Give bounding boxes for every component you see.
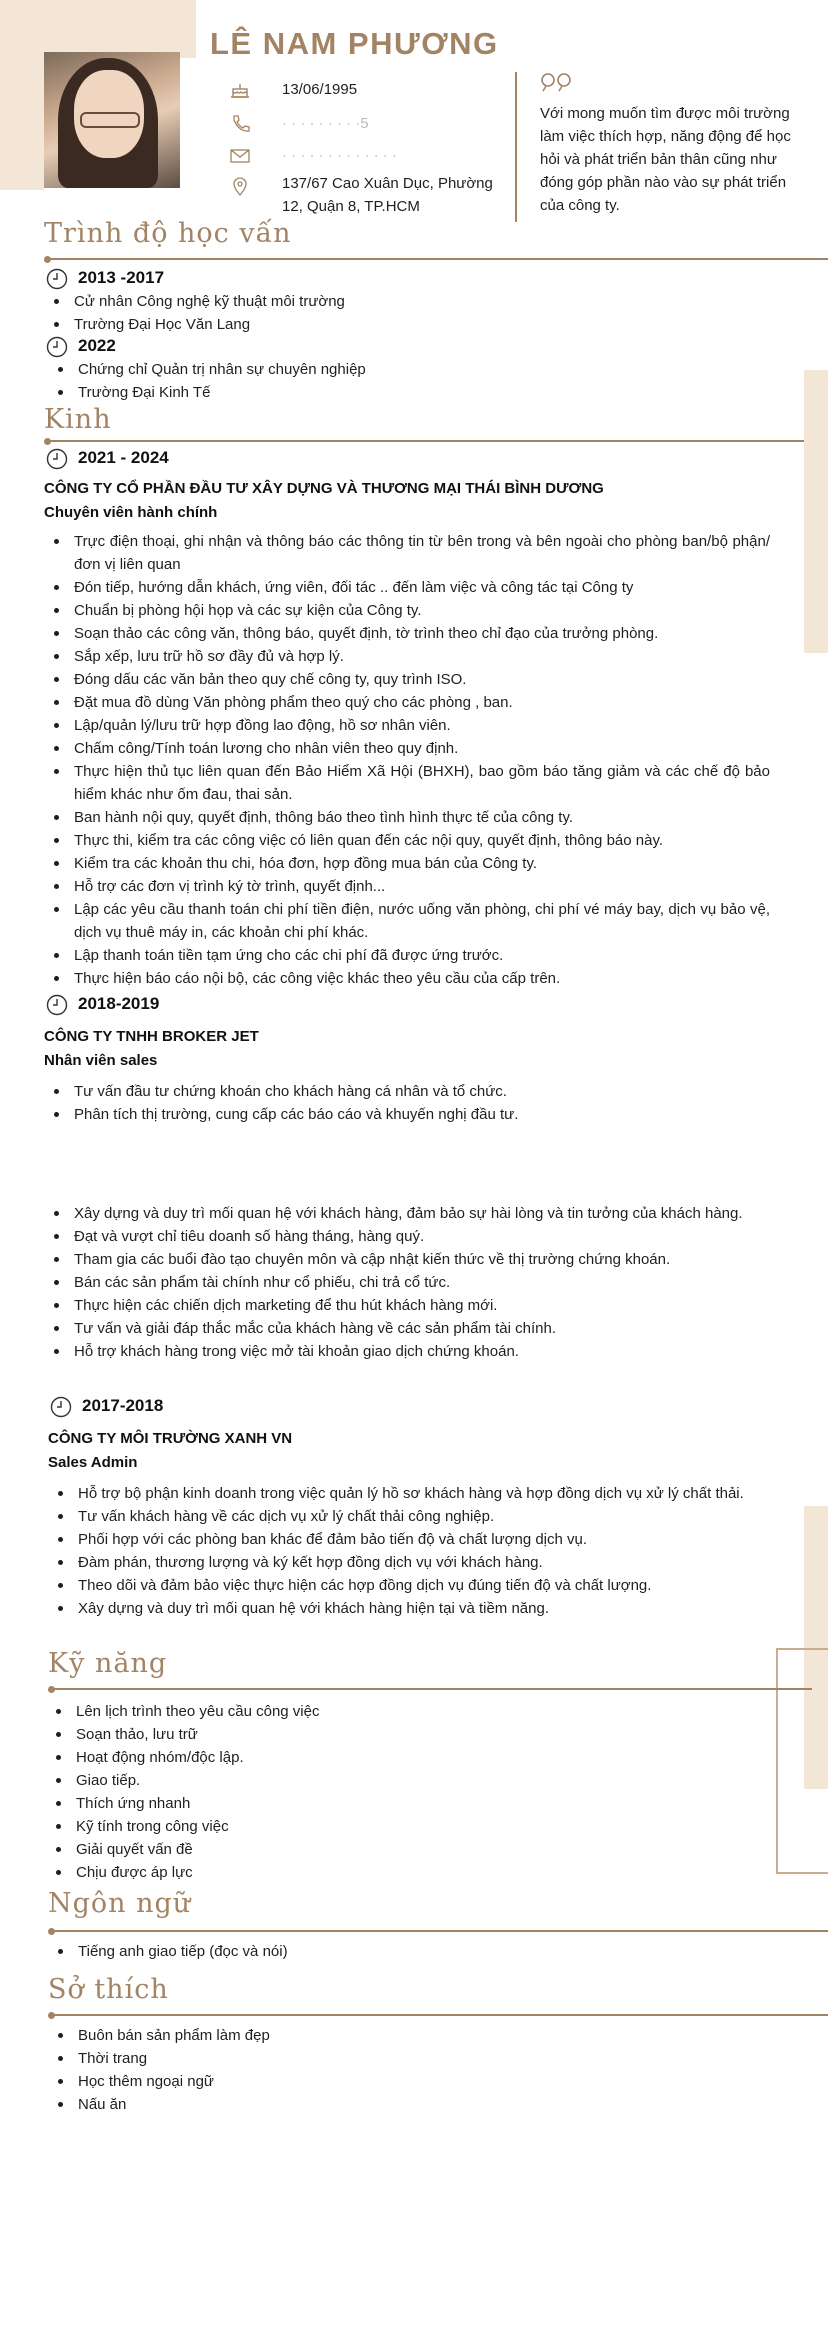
list-item: Hỗ trợ khách hàng trong việc mở tài khoản giao dịch chứng khoán. [50, 1340, 770, 1363]
list-item: Bán các sản phẩm tài chính như cổ phiếu, chi trả cổ tức. [50, 1271, 770, 1294]
decor-outline-right [776, 1648, 828, 1874]
list-item: Tiếng anh giao tiếp (đọc và nói) [54, 1940, 654, 1963]
list-item: Thực hiện thủ tục liên quan đến Bảo Hiểm Xã Hội (BHXH), bao gồm báo tăng giảm và các chế độ bảo hiểm khác như ốm đau, thai sản. [50, 760, 770, 806]
list-item: Thích ứng nhanh [52, 1792, 652, 1815]
list-item: Kiểm tra các khoản thu chi, hóa đơn, hợp đồng mua bán của Công ty. [50, 852, 770, 875]
list-item: Phân tích thị trường, cung cấp các báo cáo và khuyến nghị đầu tư. [50, 1103, 770, 1126]
hobbies-list [54, 2024, 654, 2116]
list-item: Hỗ trợ bộ phận kinh doanh trong việc quản lý hồ sơ khách hàng và hợp đồng dịch vụ xử lý chất thải. [54, 1482, 774, 1505]
list-item: Đàm phán, thương lượng và ký kết hợp đồng dịch vụ với khách hàng. [54, 1551, 774, 1574]
quote-icon [540, 72, 574, 92]
job-duties [54, 1482, 774, 1620]
job-company: CÔNG TY CỔ PHẦN ĐẦU TƯ XÂY DỰNG VÀ THƯƠNG MẠI THÁI BÌNH DƯƠNG [44, 480, 604, 497]
phone-text[interactable]: · · · · · · · · ·5 [282, 115, 369, 132]
list-item: Nấu ăn [54, 2093, 654, 2116]
list-item: Theo dõi và đảm bảo việc thực hiện các hợp đồng dịch vụ đúng tiến độ và chất lượng. [54, 1574, 774, 1597]
list-item: Cử nhân Công nghệ kỹ thuật môi trường [50, 290, 650, 313]
list-item: Xây dựng và duy trì mối quan hệ với khách hàng hiện tại và tiềm năng. [54, 1597, 774, 1620]
clock-icon [46, 268, 68, 290]
job-role: Sales Admin [48, 1454, 138, 1471]
list-item: Kỹ tính trong công việc [52, 1815, 652, 1838]
clock-icon [46, 994, 68, 1016]
section-rule-skills [52, 1688, 812, 1690]
job-role: Chuyên viên hành chính [44, 504, 218, 521]
header-divider [515, 72, 517, 222]
job-role: Nhân viên sales [44, 1052, 158, 1069]
list-item: Giải quyết vấn đề [52, 1838, 652, 1861]
list-item: Soạn thảo các công văn, thông báo, quyết định, tờ trình theo chỉ đạo của trưởng phòng. [50, 622, 770, 645]
section-title-education: Trình độ học vấn [44, 218, 292, 249]
list-item: Chuẩn bị phòng hội họp và các sự kiện của Công ty. [50, 599, 770, 622]
clock-icon [46, 448, 68, 470]
mail-icon [230, 146, 250, 166]
job-year: 2018-2019 [78, 994, 160, 1013]
list-item: Lập/quản lý/lưu trữ hợp đồng lao động, hồ sơ nhân viên. [50, 714, 770, 737]
skills-list [52, 1700, 652, 1884]
section-title-experience: Kinh [44, 404, 112, 435]
list-item: Hỗ trợ các đơn vị trình ký tờ trình, quyết định... [50, 875, 770, 898]
job-duties [50, 1202, 770, 1363]
list-item: Thực thi, kiểm tra các công việc có liên quan đến các nội quy, quyết định, thông báo này. [50, 829, 770, 852]
list-item: Giao tiếp. [52, 1769, 652, 1792]
list-item: Tư vấn khách hàng về các dịch vụ xử lý chất thải công nghiệp. [54, 1505, 774, 1528]
list-item: Trường Đại Kinh Tế [54, 381, 654, 404]
phone-icon [230, 114, 250, 134]
list-item: Lên lịch trình theo yêu cầu công việc [52, 1700, 652, 1723]
list-item: Trường Đại Học Văn Lang [50, 313, 650, 336]
list-item: Lập các yêu cầu thanh toán chi phí tiền điện, nước uống văn phòng, chi phí vé máy bay, dịch vụ bảo vệ, dịch vụ thuê máy in, các khoản chi phí khác. [50, 898, 770, 944]
avatar [44, 52, 180, 188]
candidate-name: LÊ NAM PHƯƠNG [210, 26, 499, 61]
birthday-text: 13/06/1995 [282, 81, 358, 98]
list-item: Đặt mua đồ dùng Văn phòng phẩm theo quý cho các phòng , ban. [50, 691, 770, 714]
list-item: Thực hiện các chiến dịch marketing để thu hút khách hàng mới. [50, 1294, 770, 1317]
list-item: Tư vấn và giải đáp thắc mắc của khách hàng về các sản phẩm tài chính. [50, 1317, 770, 1340]
education-year: 2013 -2017 [78, 268, 165, 287]
list-item: Ban hành nội quy, quyết định, thông báo theo tình hình thực tế của công ty. [50, 806, 770, 829]
section-rule-languages [52, 1930, 828, 1932]
list-item: Chịu được áp lực [52, 1861, 652, 1884]
location-pin-icon [230, 176, 250, 196]
list-item: Đạt và vượt chỉ tiêu doanh số hàng tháng, hàng quý. [50, 1225, 770, 1248]
education-year: 2022 [78, 336, 116, 355]
list-item: Tham gia các buổi đào tạo chuyên môn và cập nhật kiến thức về thị trường chứng khoán. [50, 1248, 770, 1271]
list-item: Phối hợp với các phòng ban khác để đảm bảo tiến độ và chất lượng dịch vụ. [54, 1528, 774, 1551]
list-item: Chấm công/Tính toán lương cho nhân viên theo quy định. [50, 737, 770, 760]
education-list [50, 290, 650, 336]
list-item: Đón tiếp, hướng dẫn khách, ứng viên, đối tác .. đến làm việc và công tác tại Công ty [50, 576, 770, 599]
list-item: Đóng dấu các văn bản theo quy chế công ty, quy trình ISO. [50, 668, 770, 691]
job-company: CÔNG TY MÔI TRƯỜNG XANH VN [48, 1430, 293, 1447]
list-item: Lập thanh toán tiền tạm ứng cho các chi phí đã được ứng trước. [50, 944, 770, 967]
languages-list [54, 1940, 654, 1963]
decor-block-right-1 [804, 370, 828, 653]
address-text: 137/67 Cao Xuân Dục, Phường 12, Quận 8, TP.HCM [282, 175, 493, 215]
job-duties [50, 1080, 770, 1126]
section-rule-experience [48, 440, 804, 442]
list-item: Chứng chỉ Quản trị nhân sự chuyên nghiệp [54, 358, 654, 381]
list-item: Xây dựng và duy trì mối quan hệ với khách hàng, đảm bảo sự hài lòng và tin tưởng của khách hàng. [50, 1202, 770, 1225]
decor-block-top-left-side [0, 0, 44, 190]
email-text[interactable]: · · · · · · · · · · · · · [282, 147, 397, 164]
clock-icon [50, 1396, 72, 1418]
list-item: Học thêm ngoại ngữ [54, 2070, 654, 2093]
list-item: Buôn bán sản phẩm làm đẹp [54, 2024, 654, 2047]
job-company: CÔNG TY TNHH BROKER JET [44, 1028, 259, 1045]
list-item: Tư vấn đầu tư chứng khoán cho khách hàng cá nhân và tổ chức. [50, 1080, 770, 1103]
career-objective: Với mong muốn tìm được môi trường làm việc thích hợp, năng động để học hỏi và phát triển bản thân cũng như đóng góp phần nào vào sự phát triển của công ty. [540, 105, 791, 214]
list-item: Trực điện thoại, ghi nhận và thông báo các thông tin từ bên trong và bên ngoài cho phòng ban/bộ phận/ đơn vị liên quan [50, 530, 770, 576]
cake-icon [230, 80, 250, 100]
list-item: Thực hiện báo cáo nội bộ, các công việc khác theo yêu cầu của cấp trên. [50, 967, 770, 990]
list-item: Hoạt động nhóm/độc lập. [52, 1746, 652, 1769]
list-item: Soạn thảo, lưu trữ [52, 1723, 652, 1746]
clock-icon [46, 336, 68, 358]
section-title-skills: Kỹ năng [48, 1648, 168, 1679]
list-item: Thời trang [54, 2047, 654, 2070]
list-item: Sắp xếp, lưu trữ hồ sơ đầy đủ và hợp lý. [50, 645, 770, 668]
job-year: 2017-2018 [82, 1396, 164, 1415]
section-title-languages: Ngôn ngữ [48, 1888, 192, 1919]
section-title-hobbies: Sở thích [48, 1974, 169, 2005]
job-duties [50, 530, 770, 990]
section-rule-education [48, 258, 828, 260]
education-list [54, 358, 654, 404]
job-year: 2021 - 2024 [78, 448, 169, 467]
section-rule-hobbies [52, 2014, 828, 2016]
